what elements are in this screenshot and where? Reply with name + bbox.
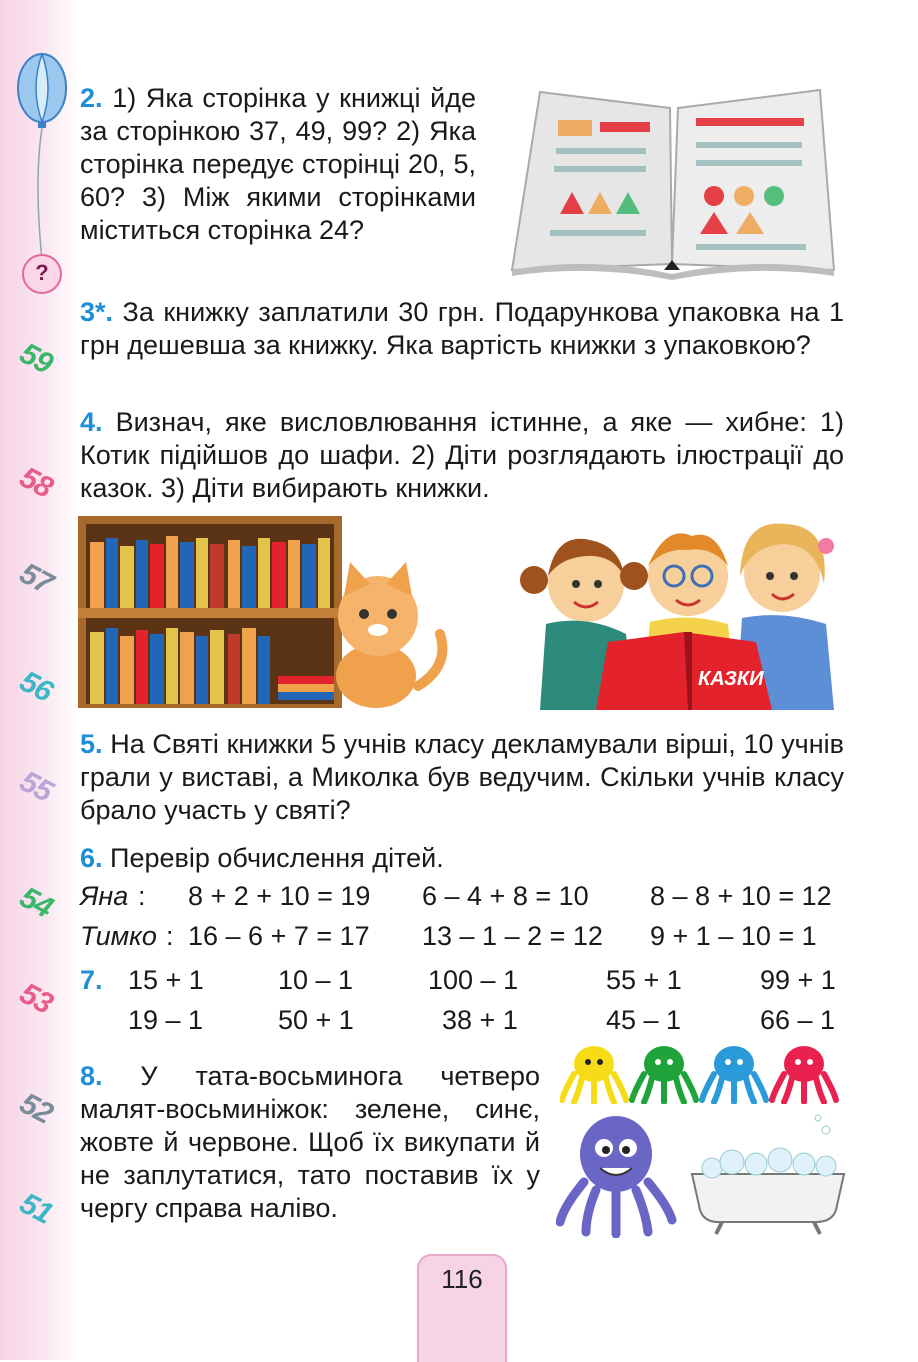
children-reading-illustration (516, 514, 846, 715)
task-6-row-tymko: Тимко : 16 – 6 + 7 = 17 13 – 1 – 2 = 12 9 + 1 – 10 = 1 (80, 921, 817, 951)
margin-number: 59 (14, 336, 58, 381)
baby-octopuses-illustration (560, 1044, 840, 1109)
task-text: Перевір обчислення дітей. (110, 843, 444, 873)
expression: 45 – 1 (606, 1005, 682, 1035)
equation: 8 + 2 + 10 = 19 (188, 881, 371, 911)
task-number: 5. (80, 729, 103, 759)
blue-octopus-icon (702, 1046, 766, 1102)
task-6 (80, 842, 844, 875)
task-text: 1) Яка сторінка у книжці йде за сторінкою 37, 49, 99? 2) Яка сторінка передує сторінці 20, 5, 60? 3) Між якими сторінками міститься сторінка 24? (80, 83, 476, 245)
expression: 66 – 1 (760, 1005, 836, 1035)
expression: 55 + 1 (606, 965, 682, 995)
margin-number: 57 (14, 556, 58, 601)
green-octopus-icon (632, 1046, 696, 1102)
margin-number: 53 (14, 976, 58, 1021)
big-octopus-icon (560, 1116, 672, 1234)
yellow-octopus-icon (562, 1046, 626, 1102)
task-8 (80, 1060, 540, 1225)
margin-number: 52 (14, 1086, 58, 1131)
task-number: 4. (80, 407, 103, 437)
student-name: Тимко (80, 921, 157, 951)
expression: 50 + 1 (278, 1005, 354, 1035)
expression: 38 + 1 (442, 1005, 518, 1035)
equation: 16 – 6 + 7 = 17 (188, 921, 370, 951)
octopus-bathtub-illustration (556, 1110, 848, 1243)
equation: 6 – 4 + 8 = 10 (422, 881, 589, 911)
task-number: 7. (80, 965, 103, 995)
margin-number: 58 (14, 460, 58, 505)
margin-number: 56 (14, 664, 58, 709)
book-title-label: КАЗКИ (698, 668, 764, 690)
bathtub-icon (692, 1115, 844, 1234)
margin-number: 51 (14, 1186, 58, 1231)
task-text: Визнач, яке висловлювання істинне, а яке — хибне: 1) Котик підійшов до шафи. 2) Діти розглядають ілюстрації до казок. 3) Діти вибирають книжки. (80, 407, 844, 503)
expression: 15 + 1 (128, 965, 204, 995)
margin-number: 54 (14, 880, 58, 925)
page-number-tab (417, 1254, 507, 1362)
task-4 (80, 406, 844, 505)
task-2 (80, 82, 476, 247)
open-book-illustration (500, 84, 846, 285)
page-number: 116 (441, 1264, 483, 1294)
equation: 9 + 1 – 10 = 1 (650, 921, 817, 951)
balloon-icon (12, 50, 72, 275)
task-7-row-2 (80, 1004, 850, 1037)
bookshelf-cat-illustration (78, 516, 464, 713)
expression: 19 – 1 (128, 1005, 204, 1035)
equation: 8 – 8 + 10 = 12 (650, 881, 832, 911)
task-text: За книжку заплатили 30 грн. Подарункова упаковка на 1 грн дешевша за книжку. Яка вартість книжки з упаковкою? (80, 297, 844, 360)
task-7-row-1 (80, 964, 850, 997)
task-text: У тата-восьминога четверо малят-восьминіжок: зелене, синє, жовте й червоне. Щоб їх викупати й не заплутатися, тато поставив їх у чергу справа наліво. (80, 1061, 540, 1223)
task-number: 2. (80, 83, 103, 113)
expression: 99 + 1 (760, 965, 836, 995)
task-5 (80, 728, 844, 827)
task-6-row-yana: Яна : 8 + 2 + 10 = 19 6 – 4 + 8 = 10 8 – 8 + 10 = 12 (80, 881, 832, 911)
task-number: 6. (80, 843, 103, 873)
student-name: Яна (80, 881, 129, 911)
margin-number: 55 (14, 764, 58, 809)
task-number: 3*. (80, 297, 114, 327)
equation: 13 – 1 – 2 = 12 (422, 921, 603, 951)
expression: 10 – 1 (278, 965, 354, 995)
task-text: На Святі книжки 5 учнів класу декламували вірші, 10 учнів грали у виставі, а Миколка був ведучим. Скільки учнів класу брало участь у святі? (80, 729, 844, 825)
question-icon: ? (22, 254, 62, 294)
red-octopus-icon (772, 1046, 836, 1102)
expression: 100 – 1 (428, 965, 519, 995)
task-3 (80, 296, 844, 362)
task-number: 8. (80, 1061, 103, 1091)
